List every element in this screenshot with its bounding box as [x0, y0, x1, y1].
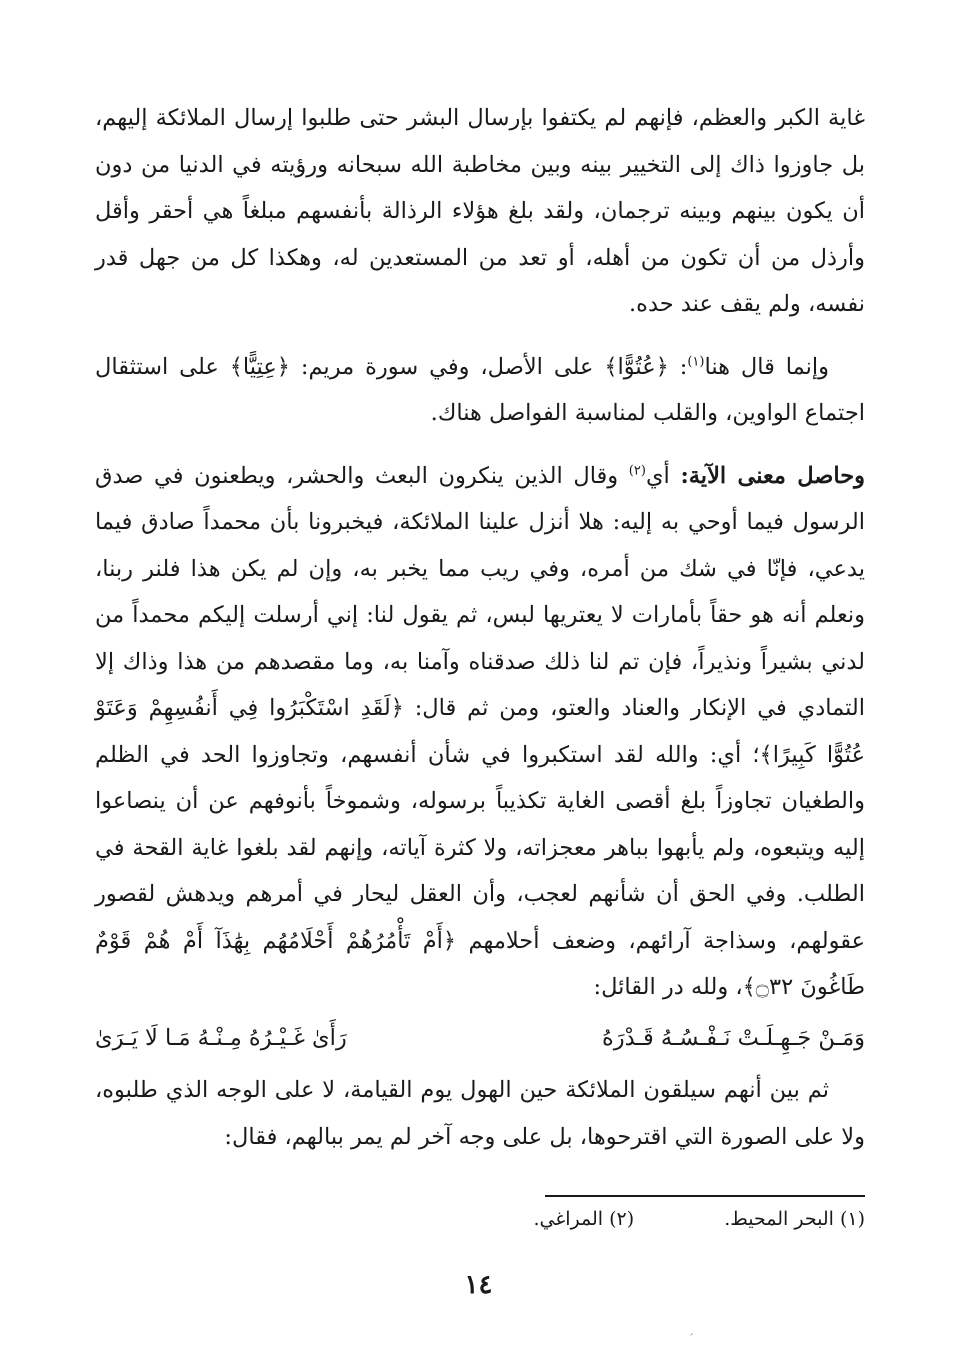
paragraph-3-rest: وقال الذين ينكرون البعث والحشر، ويطعنون في صدق الرسول فيما أوحي به إليه: هلا أنزل علينا الملائكة، فيخبرونا بأن محمداً صادق فيما يدعي، فإنّا في شك من أمره، وفي ريب مما يخبر به، وإن لم يكن هذا فلنر ربنا، ونعلم أنه هو حقاً بأمارات لا يعتريها لبس، ثم يقول لنا: إني أرسلت إليكم محمداً من لدني بشيراً ونذيراً، فإن تم لنا ذلك صدقناه وآمنا به، وما مقصدهم من هذا وذاك إلا التمادي في الإنكار والعناد والعتو، ومن ثم قال: ﴿لَقَدِ اسْتَكْبَرُوا فِي أَنفُسِهِمْ وَعَتَوْ عُتُوًّا كَبِيرًا﴾؛ أي: والله لقد استكبروا في شأن أنفسهم، وتجاوزوا الحد في الظلم والطغيان تجاوزاً بلغ أقصى الغاية تكذيباً برسوله، وشموخاً بأنوفهم عن أن ينصاعوا إليه ويتبعوه، ولم يأبهوا بباهر معجزاته، ولا كثرة آياته، وإنهم لقد بلغوا غاية القحة في الطلب. وفي الحق أن شأنهم لعجب، وأن العقل ليحار في أمرهم ويدهش لقصور عقولهم، وسذاجة آرائهم، وضعف أحلامهم ﴿أَمْ تَأْمُرُهُمْ أَحْلَامُهُم بِهَٰذَآ أَمْ هُمْ قَوْمٌ طَاغُونَ ۝٣٢﴾، ولله در القائل:	[95, 462, 865, 1000]
poetry-verse	[95, 1015, 865, 1062]
paragraph-2-start: وإنما قال هنا	[704, 353, 830, 380]
footnote-ref-2: (٢)	[628, 463, 646, 478]
footnote-2: (٢) المراغي.	[533, 1208, 635, 1230]
verse-second-hemistich: رَأَىٰ غَـيْـرُهُ مِـنْـهُ مَـا لَا يَـرَىٰ	[95, 1024, 347, 1051]
verse-first-hemistich: وَمَـنْ جَـهِـلَـتْ نَـفْـسُـهُ قَـدْرَهُ	[601, 1024, 865, 1051]
scan-mark: ˊ	[688, 1332, 694, 1346]
paragraph-2-rest: : ﴿عُتُوًّا﴾ على الأصل، وفي سورة مريم: ﴿عِتِيًّا﴾ على استثقال اجتماع الواوين، والقلب لمناسبة الفواصل هناك.	[95, 353, 865, 426]
section-heading: وحاصل معنى الآية:	[680, 462, 865, 489]
paragraph-3	[95, 453, 865, 1011]
page-body	[95, 95, 865, 1160]
footnotes	[265, 1208, 865, 1230]
paragraph-gap	[95, 328, 865, 344]
footnote-divider	[545, 1195, 865, 1197]
paragraph-3-start: أي	[645, 462, 681, 489]
paragraph-gap	[95, 437, 865, 453]
paragraph-2	[95, 344, 865, 437]
page-number: ١٤	[464, 1270, 493, 1300]
paragraph-4: ثم بين أنهم سيلقون الملائكة حين الهول يوم القيامة، لا على الوجه الذي طلبوه، ولا على الصورة التي اقترحوها، بل على وجه آخر لم يمر ببالهم، فقال:	[95, 1077, 865, 1150]
footnote-ref-1: (١)	[687, 354, 705, 369]
paragraph-1: غاية الكبر والعظم، فإنهم لم يكتفوا بإرسال البشر حتى طلبوا إرسال الملائكة إليهم، بل جاوزوا ذاك إلى التخيير بينه وبين مخاطبة الله سبحانه ورؤيته في الدنيا من دون أن يكون بينهم وبينه ترجمان، ولقد بلغ هؤلاء الرذالة بأنفسهم مبلغاً هي أحقر وأقل وأرذل من أن تكون من أهله، أو تعد من المستعدين له، وهكذا كل من جهل قدر نفسه، ولم يقف عند حده.	[95, 105, 865, 317]
footnote-1: (١) البحر المحيط.	[724, 1208, 865, 1230]
